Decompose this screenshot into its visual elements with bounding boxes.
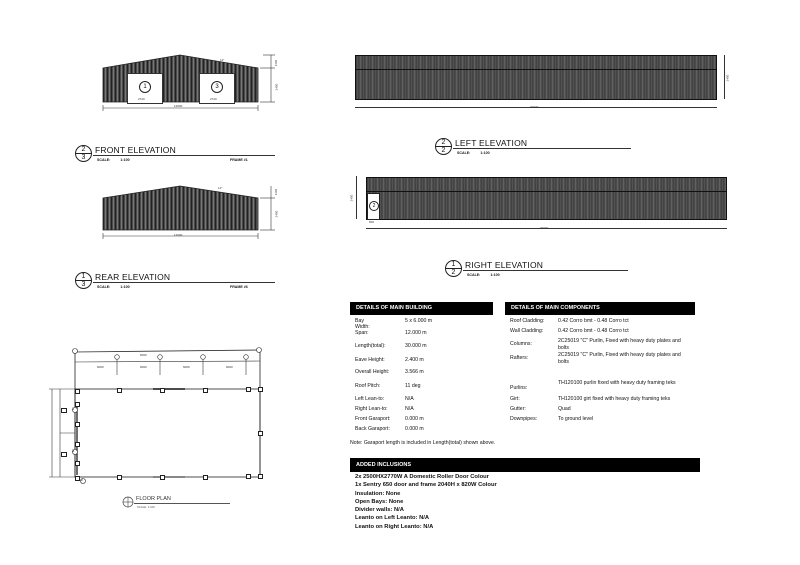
door-width-dim: 2720 — [138, 97, 145, 101]
door-ref: 1 — [72, 407, 74, 411]
ridge-height-dim: 1166 — [274, 188, 279, 196]
section-header: ADDED INCLUSIONS — [350, 458, 700, 472]
scale-label: SCALE: 1:100 — [137, 505, 155, 509]
section-header: DETAILS OF MAIN COMPONENTS — [505, 302, 695, 315]
drawing-ref-marker: 2 3 — [75, 145, 92, 162]
pitch-label: 11° — [220, 58, 225, 62]
height-dimension: 2400 — [725, 74, 730, 82]
scale-label: SCALE: 1:100 — [457, 151, 490, 155]
right-elevation-title-block — [445, 260, 645, 280]
inclusions-list — [350, 472, 700, 531]
inclusion-item: 2x 2500HX2770W A Domestic Roller Door Colour — [355, 474, 489, 480]
eave-line — [366, 191, 727, 192]
scale-label: SCALE: 1:100 — [97, 158, 130, 162]
front-elevation-title-block — [75, 145, 275, 165]
title-underline — [463, 270, 628, 271]
inclusion-item: Open Bays: None — [355, 498, 404, 505]
length-dimension: 30000 — [530, 105, 539, 109]
detail-row: Rafters: 2C25019 "C" Purlin, Fixed with heavy duty plates and bolts — [510, 352, 681, 365]
detail-row: Columns: 2C25019 "C" Purlin, Fixed with heavy duty plates and bolts — [510, 338, 681, 351]
drawing-title: RIGHT ELEVATION — [465, 260, 544, 270]
eave-height-dim: 2400 — [274, 83, 279, 91]
width-dimension: 12000 — [174, 104, 183, 108]
pitch-label: 11° — [218, 186, 223, 190]
bay-dimension: 6000 — [140, 353, 147, 357]
frame-label: FRAME #6 — [230, 285, 248, 289]
inclusion-item: Divider walls: N/A — [355, 507, 404, 514]
door-number-badge: 3 — [211, 81, 223, 93]
roller-door-3 — [199, 73, 235, 104]
drawing-ref-marker: 2 2 — [435, 138, 452, 155]
inclusion-item: Leanto on Left Leanto: N/A — [355, 515, 430, 522]
door-ref: 2 — [81, 478, 83, 482]
width-dimension: 12000 — [174, 233, 183, 237]
bay-dimension: 6000 — [97, 365, 104, 369]
bay-dimension: 6000 — [226, 365, 233, 369]
door-offset-dim: 500 — [369, 220, 375, 224]
title-underline — [134, 503, 230, 504]
garaport-note: Note: Garaport length is included in Length(total) shown above. — [350, 440, 496, 446]
inclusion-item: Leanto on Right Leanto: N/A — [355, 523, 434, 530]
frame-label: FRAME #1 — [230, 158, 248, 162]
rear-elevation-outline — [95, 183, 285, 248]
roller-door-1 — [127, 73, 163, 104]
door-width-dim: 2720 — [210, 97, 217, 101]
title-underline — [93, 155, 275, 156]
front-elevation-outline — [95, 50, 285, 125]
rear-elevation-title-block — [75, 272, 275, 292]
scale-label: SCALE: 1:100 — [467, 273, 500, 277]
added-inclusions — [350, 458, 700, 531]
section-marker-icon — [122, 496, 134, 508]
eave-line — [355, 69, 717, 70]
eave-height-dim: 2400 — [274, 210, 279, 218]
inclusion-item: 1x Sentry 650 door and frame 2040H x 820W Colour — [355, 482, 497, 489]
drawing-title: LEFT ELEVATION — [455, 138, 528, 148]
drawing-title: FRONT ELEVATION — [95, 145, 176, 155]
drawing-ref-marker: 1 3 — [75, 272, 92, 289]
bay-dimension: 6000 — [140, 365, 147, 369]
main-building-details — [350, 302, 493, 315]
ridge-height-dim: 1166 — [274, 59, 279, 67]
inclusion-item: Insulation: None — [355, 490, 401, 497]
title-underline — [453, 148, 631, 149]
length-dimension: 30000 — [540, 226, 549, 230]
drawing-title: FLOOR PLAN — [136, 496, 171, 502]
height-dim-line — [356, 176, 357, 219]
floor-plan-title-block — [122, 496, 232, 510]
main-components-details — [505, 302, 695, 315]
scale-label: SCALE: 1:100 — [97, 285, 130, 289]
door-ref: 3 — [72, 449, 74, 453]
floor-plan-outline — [35, 345, 275, 485]
door-number-badge: 2 — [369, 201, 379, 211]
section-header: DETAILS OF MAIN BUILDING — [350, 302, 493, 315]
detail-row: Purlins: TH120100 purlin fixed with heavy duty framing teks — [510, 380, 676, 391]
personal-access-door — [367, 193, 380, 220]
title-underline — [93, 282, 275, 283]
height-dimension: 2400 — [349, 194, 354, 202]
left-elevation-title-block — [435, 138, 635, 158]
drawing-title: REAR ELEVATION — [95, 272, 171, 282]
bay-dimension: 6000 — [183, 365, 190, 369]
left-wall-cladding — [355, 55, 717, 100]
drawing-ref-marker: 1 2 — [445, 260, 462, 277]
right-wall-cladding — [366, 177, 727, 220]
door-number-badge: 1 — [139, 81, 151, 93]
